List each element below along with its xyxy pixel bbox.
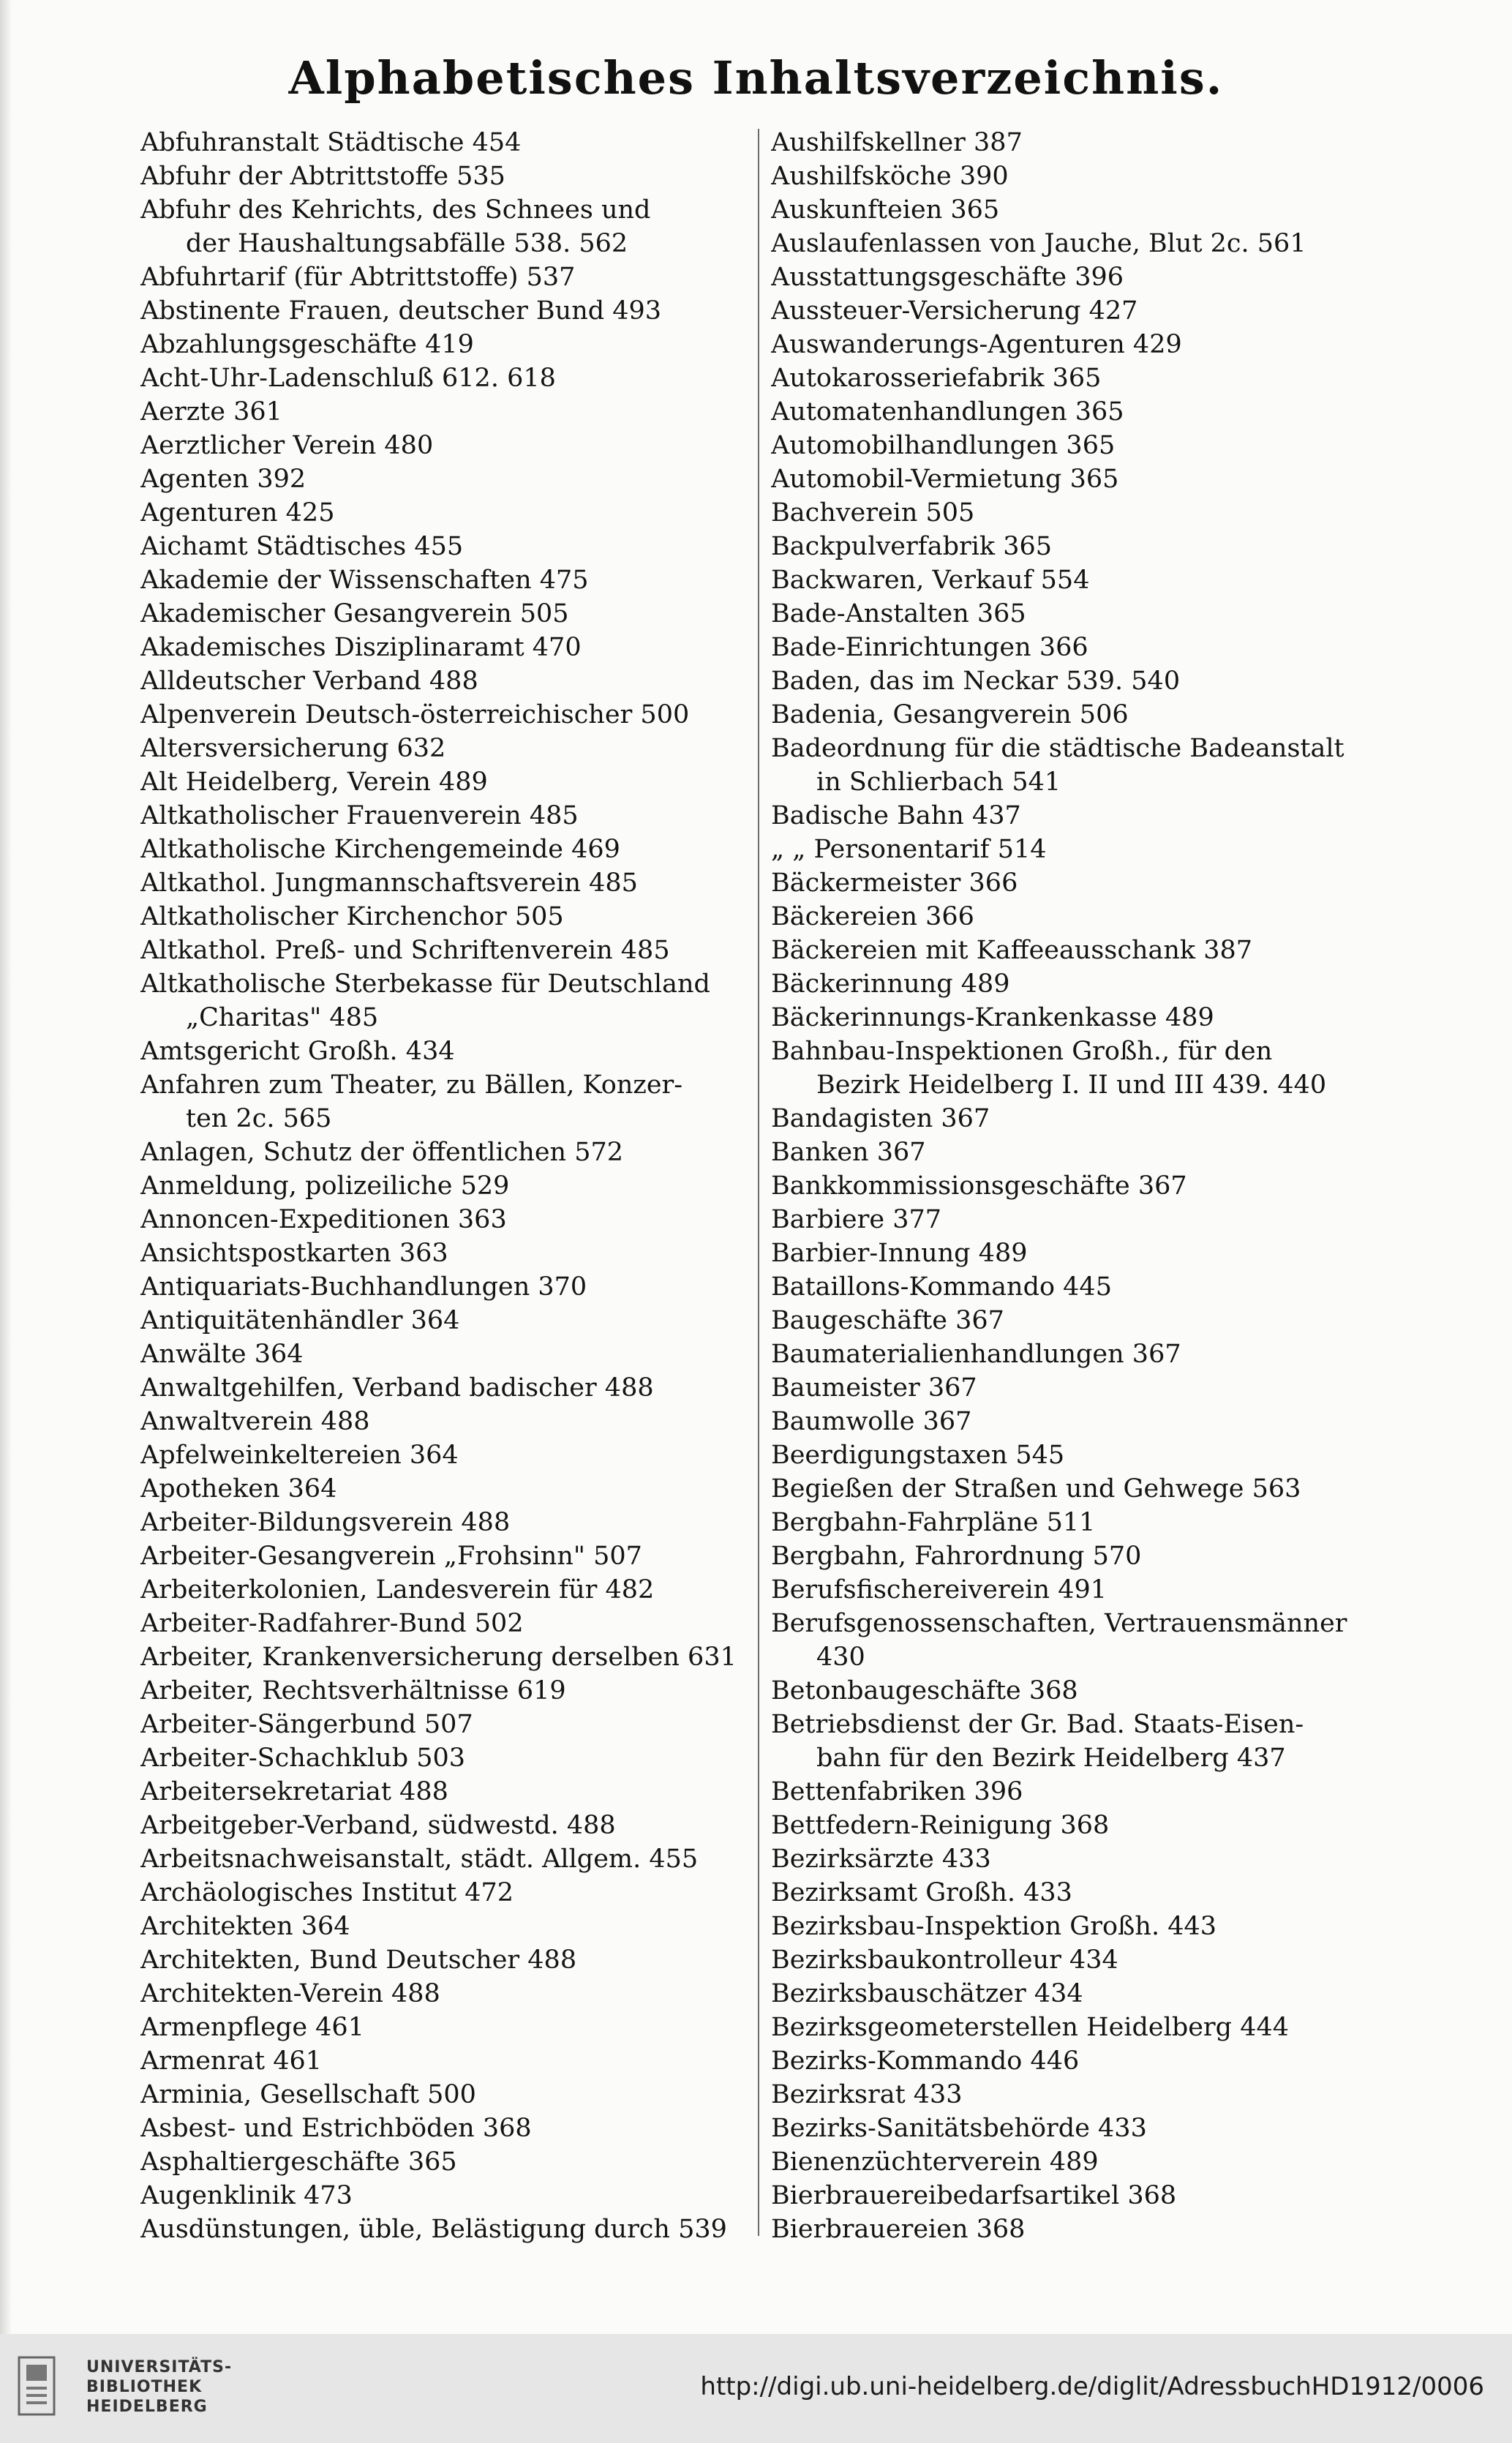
index-entry: Altkathol. Jungmannschaftsverein 485 [140, 868, 638, 898]
index-entry: Bäckerinnungs-Krankenkasse 489 [771, 1003, 1214, 1032]
index-entry: Akademisches Disziplinaramt 470 [140, 633, 582, 662]
index-entry: Arbeiter-Radfahrer-Bund 502 [140, 1609, 524, 1638]
index-entry: Anfahren zum Theater, zu Bällen, Konzer- [140, 1070, 683, 1100]
index-entry: „Charitas" 485 [186, 1003, 379, 1032]
index-entry: Arbeiter-Bildungsverein 488 [140, 1508, 511, 1537]
logo-line: UNIVERSITÄTS- [86, 2358, 233, 2376]
index-entry: Anlagen, Schutz der öffentlichen 572 [140, 1138, 624, 1167]
index-entry: Bataillons-Kommando 445 [771, 1272, 1112, 1302]
index-entry: Barbier-Innung 489 [771, 1239, 1028, 1268]
index-entry: Bäckereien 366 [771, 902, 974, 931]
index-entry: Auskunfteien 365 [771, 195, 1000, 225]
index-entry: Bäckerinnung 489 [771, 969, 1010, 999]
index-entry: Bezirk Heidelberg I. II und III 439. 440 [816, 1070, 1327, 1100]
index-entry: Bezirksgeometerstellen Heidelberg 444 [771, 2013, 1289, 2042]
index-entry: Ausstattungsgeschäfte 396 [771, 263, 1124, 292]
index-entry: Bettfedern-Reinigung 368 [771, 1811, 1110, 1840]
index-entry: Bezirksamt Großh. 433 [771, 1878, 1072, 1907]
index-entry: Annoncen-Expeditionen 363 [140, 1205, 507, 1234]
index-entry: Arbeiter-Gesangverein „Frohsinn" 507 [140, 1542, 642, 1571]
index-entry: in Schlierbach 541 [816, 768, 1061, 797]
index-entry: Architekten-Verein 488 [140, 1979, 440, 2008]
index-entry: Ansichtspostkarten 363 [140, 1239, 448, 1268]
index-entry: Auswanderungs-Agenturen 429 [771, 330, 1182, 359]
index-entry: Altkatholischer Kirchenchor 505 [140, 902, 564, 931]
index-entry: Akademischer Gesangverein 505 [140, 599, 569, 628]
index-entry: Archäologisches Institut 472 [140, 1878, 514, 1907]
index-entry: Bezirksbaukontrolleur 434 [771, 1945, 1118, 1975]
index-entry: Altersversicherung 632 [140, 734, 446, 763]
index-entry: Bandagisten 367 [771, 1104, 990, 1133]
index-entry: Abfuhrtarif (für Abtrittstoffe) 537 [140, 263, 576, 292]
index-entry: Badeordnung für die städtische Badeanstalt [771, 734, 1344, 763]
index-entry: Abfuhr des Kehrichts, des Schnees und [140, 195, 651, 225]
logo-line: HEIDELBERG [86, 2398, 208, 2416]
index-entry: Alldeutscher Verband 488 [140, 667, 478, 696]
index-entry: Bettenfabriken 396 [771, 1777, 1023, 1806]
index-entry: der Haushaltungsabfälle 538. 562 [186, 229, 628, 258]
index-entry: Arbeitersekretariat 488 [140, 1777, 448, 1806]
index-entry: ten 2c. 565 [186, 1104, 332, 1133]
index-entry: Bade-Einrichtungen 366 [771, 633, 1088, 662]
index-entry: Anmeldung, polizeiliche 529 [140, 1171, 510, 1201]
index-entry: Akademie der Wissenschaften 475 [140, 566, 589, 595]
index-entry: Bezirks-Kommando 446 [771, 2046, 1080, 2076]
column-divider [758, 129, 759, 2236]
index-entry: Anwaltverein 488 [140, 1407, 370, 1436]
index-entry: Barbiere 377 [771, 1205, 942, 1234]
index-entry: Architekten, Bund Deutscher 488 [140, 1945, 577, 1975]
index-entry: Abstinente Frauen, deutscher Bund 493 [140, 296, 662, 326]
index-entry: Abfuhranstalt Städtische 454 [140, 128, 522, 157]
index-entry: Ausdünstungen, üble, Belästigung durch 539 [140, 2215, 727, 2244]
index-entry: Berufsgenossenschaften, Vertrauensmänner [771, 1609, 1347, 1638]
index-entry: Bezirksärzte 433 [771, 1845, 991, 1874]
page-edge-shadow [0, 0, 12, 2334]
index-entry: Arbeitgeber-Verband, südwestd. 488 [140, 1811, 616, 1840]
index-entry: Bezirksbauschätzer 434 [771, 1979, 1083, 2008]
index-entry: Bäckermeister 366 [771, 868, 1018, 898]
index-entry: Aussteuer-Versicherung 427 [771, 296, 1138, 326]
index-entry: Alpenverein Deutsch-österreichischer 500 [140, 700, 690, 729]
index-entry: Armenrat 461 [140, 2046, 323, 2076]
index-entry: bahn für den Bezirk Heidelberg 437 [816, 1744, 1286, 1773]
index-entry: Aerzte 361 [140, 397, 282, 427]
index-entry: Altkathol. Preß- und Schriftenverein 485 [140, 936, 670, 965]
index-entry: Aushilfskellner 387 [771, 128, 1023, 157]
source-url-link[interactable]: http://digi.ub.uni-heidelberg.de/diglit/AdressbuchHD1912/0006 [700, 2372, 1484, 2401]
index-entry: Baumaterialienhandlungen 367 [771, 1340, 1181, 1369]
index-entry: Alt Heidelberg, Verein 489 [140, 768, 488, 797]
index-entry: Arbeiter-Sängerbund 507 [140, 1710, 473, 1739]
index-entry: 430 [816, 1643, 865, 1672]
index-entry: Bade-Anstalten 365 [771, 599, 1026, 628]
index-entry: Bezirksrat 433 [771, 2080, 963, 2109]
index-entry: Betonbaugeschäfte 368 [771, 1676, 1078, 1705]
index-entry: Badische Bahn 437 [771, 801, 1021, 830]
index-entry: Abfuhr der Abtrittstoffe 535 [140, 162, 505, 191]
page-title: Alphabetisches Inhaltsverzeichnis. [288, 51, 1224, 105]
index-entry: Banken 367 [771, 1138, 926, 1167]
index-entry: Aichamt Städtisches 455 [140, 532, 464, 561]
index-entry: Aushilfsköche 390 [771, 162, 1009, 191]
index-entry: Berufsfischereiverein 491 [771, 1575, 1107, 1605]
index-entry: Betriebsdienst der Gr. Bad. Staats-Eisen- [771, 1710, 1304, 1739]
index-entry: Anwälte 364 [140, 1340, 304, 1369]
index-entry: Bierbrauereibedarfsartikel 368 [771, 2181, 1177, 2210]
index-entry: Bezirksbau-Inspektion Großh. 443 [771, 1912, 1216, 1941]
index-entry: Bergbahn, Fahrordnung 570 [771, 1542, 1142, 1571]
index-entry: Architekten 364 [140, 1912, 350, 1941]
index-column-right [771, 126, 1371, 2246]
index-entry: Bankkommissionsgeschäfte 367 [771, 1171, 1187, 1201]
index-entry: Altkatholischer Frauenverein 485 [140, 801, 579, 830]
index-entry: „ „ Personentarif 514 [771, 835, 1047, 864]
index-entry: Autokarosseriefabrik 365 [771, 364, 1102, 393]
index-entry: Apotheken 364 [140, 1474, 337, 1504]
index-entry: Backwaren, Verkauf 554 [771, 566, 1090, 595]
index-entry: Arbeiterkolonien, Landesverein für 482 [140, 1575, 655, 1605]
index-entry: Arbeiter-Schachklub 503 [140, 1744, 466, 1773]
index-entry: Acht-Uhr-Ladenschluß 612. 618 [140, 364, 556, 393]
logo-line: BIBLIOTHEK [86, 2378, 203, 2396]
index-entry: Bierbrauereien 368 [771, 2215, 1026, 2244]
index-entry: Automobilhandlungen 365 [771, 431, 1116, 460]
index-entry: Badenia, Gesangverein 506 [771, 700, 1129, 729]
index-entry: Agenten 392 [140, 465, 306, 494]
index-entry: Aerztlicher Verein 480 [140, 431, 434, 460]
index-entry: Agenturen 425 [140, 498, 335, 528]
index-entry: Baugeschäfte 367 [771, 1306, 1004, 1335]
index-entry: Asphaltiergeschäfte 365 [140, 2147, 457, 2177]
index-entry: Automatenhandlungen 365 [771, 397, 1124, 427]
index-entry: Backpulverfabrik 365 [771, 532, 1053, 561]
index-entry: Auslaufenlassen von Jauche, Blut 2c. 561 [771, 229, 1306, 258]
index-entry: Bäckereien mit Kaffeeausschank 387 [771, 936, 1253, 965]
index-entry: Antiquitätenhändler 364 [140, 1306, 460, 1335]
index-column-left [140, 126, 753, 2246]
index-entry: Baumwolle 367 [771, 1407, 972, 1436]
index-entry: Arbeiter, Krankenversicherung derselben 631 [140, 1643, 737, 1672]
index-entry: Automobil-Vermietung 365 [771, 465, 1119, 494]
index-entry: Anwaltgehilfen, Verband badischer 488 [140, 1373, 654, 1403]
index-entry: Arbeiter, Rechtsverhältnisse 619 [140, 1676, 566, 1705]
viewer-footer [0, 2334, 1512, 2443]
library-logo-text [86, 2357, 232, 2417]
index-entry: Bachverein 505 [771, 498, 975, 528]
index-entry: Bienenzüchterverein 489 [771, 2147, 1099, 2177]
index-entry: Altkatholische Kirchengemeinde 469 [140, 835, 620, 864]
index-entry: Augenklinik 473 [140, 2181, 353, 2210]
index-entry: Armenpflege 461 [140, 2013, 364, 2042]
index-entry: Antiquariats-Buchhandlungen 370 [140, 1272, 587, 1302]
index-entry: Arminia, Gesellschaft 500 [140, 2080, 476, 2109]
index-entry: Altkatholische Sterbekasse für Deutschland [140, 969, 710, 999]
index-entry: Baumeister 367 [771, 1373, 977, 1403]
index-entry: Abzahlungsgeschäfte 419 [140, 330, 474, 359]
index-entry: Asbest- und Estrichböden 368 [140, 2114, 532, 2143]
index-entry: Bezirks-Sanitätsbehörde 433 [771, 2114, 1147, 2143]
index-entry: Beerdigungstaxen 545 [771, 1441, 1065, 1470]
index-entry: Begießen der Straßen und Gehwege 563 [771, 1474, 1301, 1504]
index-entry: Apfelweinkeltereien 364 [140, 1441, 459, 1470]
index-entry: Arbeitsnachweisanstalt, städt. Allgem. 455 [140, 1845, 699, 1874]
library-seal-icon [16, 2354, 57, 2417]
index-entry: Baden, das im Neckar 539. 540 [771, 667, 1181, 696]
index-entry: Bahnbau-Inspektionen Großh., für den [771, 1037, 1273, 1066]
index-entry: Amtsgericht Großh. 434 [140, 1037, 455, 1066]
index-entry: Bergbahn-Fahrpläne 511 [771, 1508, 1096, 1537]
